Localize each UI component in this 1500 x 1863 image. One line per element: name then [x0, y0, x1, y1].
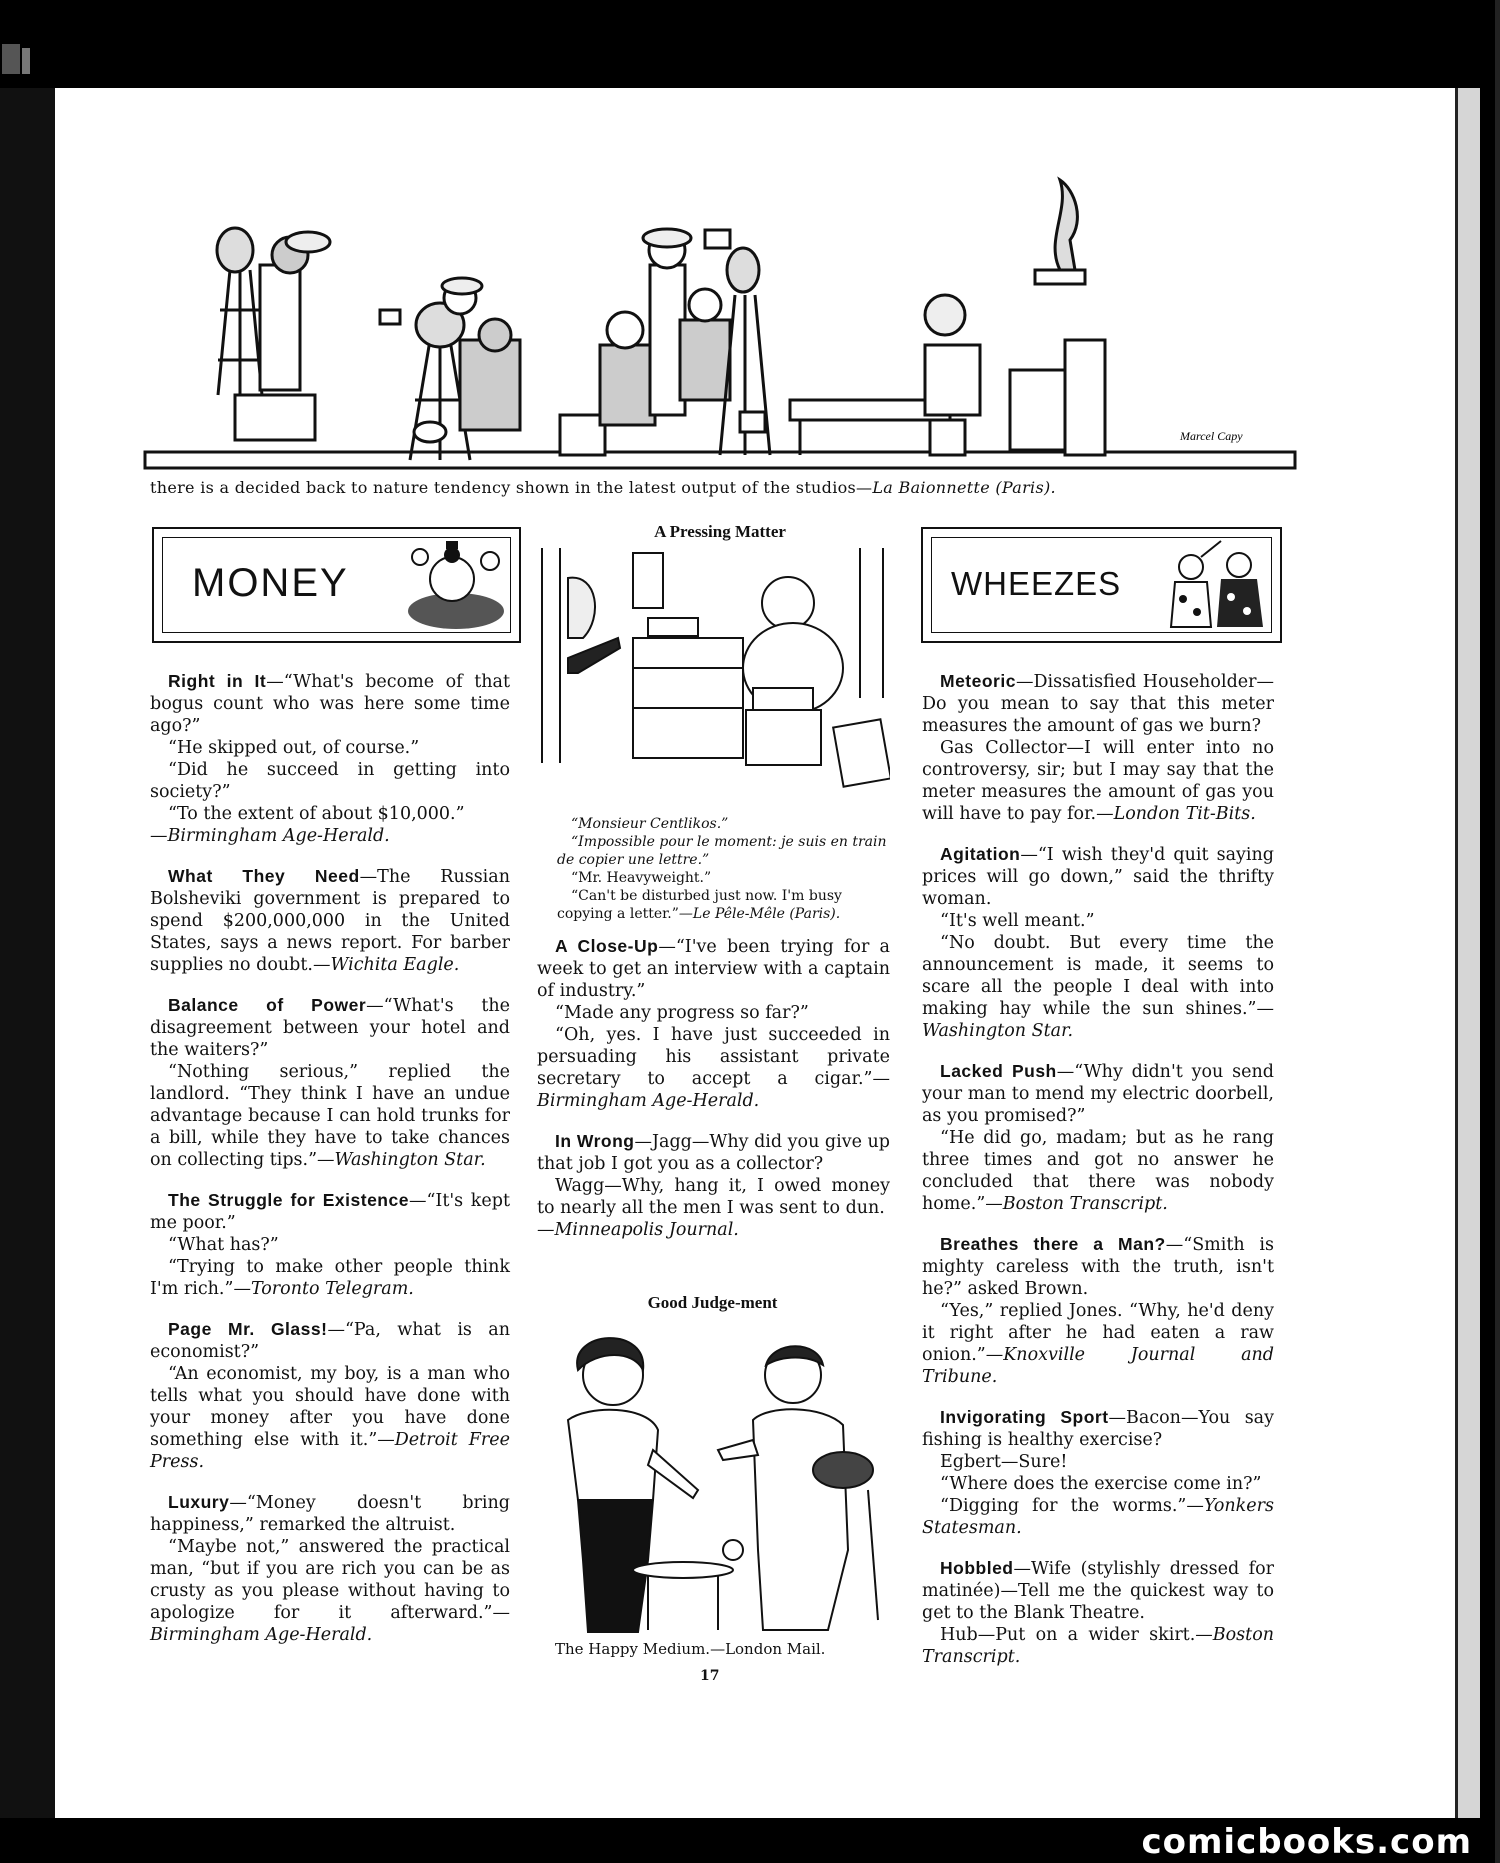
joke-text: “It's well meant.” — [940, 911, 1095, 931]
joke-source: —Birmingham Age-Herald. — [150, 826, 390, 846]
joke-source: —Yonkers Statesman. — [922, 1496, 1274, 1538]
top-caption-source: La Baionnette (Paris). — [872, 478, 1056, 497]
joke-lead: Meteoric — [940, 671, 1016, 691]
joke-source: —Birmingham Age-Herald. — [537, 1069, 890, 1111]
joke-text: “To the extent of about $10,000.” — [168, 804, 465, 824]
joke-text: “An economist, my boy, is a man who tells what you should have done with your money after you have done something else with it.” — [150, 1364, 510, 1450]
money-header: MONEY — [192, 561, 349, 605]
joke-balance-of-power — [150, 994, 510, 1171]
site-watermark: comicbooks.com — [1141, 1822, 1472, 1862]
joke-lead: Right in It — [168, 671, 267, 691]
joke-text: “He skipped out, of course.” — [168, 738, 420, 758]
joke-lead: Luxury — [168, 1492, 230, 1512]
joke-text: “Trying to make other people think I'm rich.” — [150, 1257, 510, 1299]
joke-what-they-need — [150, 865, 510, 976]
joke-struggle-for-existence — [150, 1189, 510, 1300]
scan-corner-mark — [0, 40, 40, 80]
joke-close-up — [537, 935, 890, 1112]
joke-source: —Washington Star. — [317, 1150, 486, 1170]
pressing-matter-caption — [557, 815, 890, 923]
joke-source: —Boston Transcript. — [922, 1625, 1274, 1667]
joke-text: —“Smith is mighty careless with the truth, isn't he?” asked Brown. — [922, 1235, 1274, 1299]
wheezes-column — [922, 670, 1274, 1686]
joke-text: “What has?” — [168, 1235, 279, 1255]
joke-page-mr-glass — [150, 1318, 510, 1473]
joke-text: —“Pa, what is an economist?” — [150, 1320, 510, 1362]
joke-text: —“Why didn't you send your man to mend my electric doorbell, as you promised?” — [922, 1062, 1274, 1126]
joke-lead: Invigorating Sport — [940, 1407, 1109, 1427]
artist-signature: Marcel Capy — [1180, 429, 1243, 443]
joke-luxury — [150, 1491, 510, 1646]
joke-source: —Knoxville Journal and Tribune. — [922, 1345, 1274, 1387]
joke-text: Gas Collector—I will enter into no controversy, sir; but I may say that the meter measures the amount of gas you will have to pay for. — [922, 738, 1274, 824]
good-judgement-caption: The Happy Medium.—London Mail. — [555, 1640, 826, 1658]
caption-english-line: “Mr. Heavyweight.” — [571, 870, 712, 886]
caption-english-line: “Can't be disturbed just now. I'm busy copying a letter.” — [557, 888, 842, 922]
wheezes-header-box — [921, 527, 1282, 643]
joke-text: —Jagg—Why did you give up that job I got you as a collector? — [537, 1132, 890, 1174]
clowns-icon — [1161, 537, 1271, 633]
scan-frame-edge — [1495, 0, 1500, 1863]
joke-source: —Boston Transcript. — [985, 1194, 1168, 1214]
studio-sculptors-illustration — [140, 170, 1300, 470]
joke-lead: In Wrong — [555, 1131, 635, 1151]
joke-text: —“What's become of that bogus count who was here some time ago?” — [150, 672, 510, 736]
joke-meteoric — [922, 670, 1274, 825]
wheezes-header: WHEEZES — [951, 565, 1122, 602]
joke-text: “Did he succeed in getting into society?” — [150, 760, 510, 802]
joke-text: “He did go, madam; but as he rang three times and got no answer he concluded that there was nobody home.” — [922, 1128, 1274, 1214]
top-illustration-caption — [150, 478, 1300, 497]
page-edge-right — [1455, 88, 1480, 1818]
joke-invigorating-sport — [922, 1406, 1274, 1539]
joke-lead: Agitation — [940, 844, 1021, 864]
joke-text: —Bacon—You say fishing is healthy exercise? — [922, 1408, 1274, 1450]
joke-text: “Yes,” replied Jones. “Why, he'd deny it right after he had eaten a raw onion.” — [922, 1301, 1274, 1365]
joke-lead: What They Need — [168, 866, 360, 886]
pressing-matter-cartoon — [538, 548, 890, 810]
joke-text: “No doubt. But every time the announcement is made, it seems to scare all the people I deal with into making hay while the sun shines.” — [922, 933, 1274, 1019]
joke-text: Egbert—Sure! — [940, 1452, 1068, 1472]
money-column — [150, 670, 510, 1664]
joke-in-wrong — [537, 1130, 890, 1241]
joke-text: Hub—Put on a wider skirt. — [940, 1625, 1196, 1645]
joke-hobbled — [922, 1557, 1274, 1668]
joke-lead: Breathes there a Man? — [940, 1234, 1166, 1254]
joke-text: —Dissatisfied Householder—Do you mean to say that this meter measures the amount of gas we burn? — [922, 672, 1274, 736]
joke-text: “Nothing serious,” replied the landlord. “They think I have an undue advantage because I can hold trunks for a bill, while they have to take chances on collecting tips.” — [150, 1062, 510, 1170]
joke-breathes-there-a-man — [922, 1233, 1274, 1388]
joke-text: —“What's the disagreement between your hotel and the waiters?” — [150, 996, 510, 1060]
joke-lead: Page Mr. Glass! — [168, 1319, 328, 1339]
joke-text: —“I wish they'd quit saying prices will go down,” said the thrifty woman. — [922, 845, 1274, 909]
money-header-box — [152, 527, 521, 643]
joke-text: —Wife (stylishly dressed for matinée)—Tell me the quickest way to get to the Blank Theatre. — [922, 1559, 1274, 1623]
joke-text: —The Russian Bolsheviki government is prepared to spend $200,000,000 in the United States, says a news report. For barber supplies no doubt. — [150, 867, 510, 975]
joke-text: Wagg—Why, hang it, I owed money to nearly all the men I was sent to dun. — [537, 1176, 890, 1218]
joke-text: “Digging for the worms.” — [940, 1496, 1187, 1516]
money-bag-man-icon — [402, 539, 510, 631]
joke-source: —Birmingham Age-Herald. — [150, 1603, 510, 1645]
page-number: 17 — [700, 1668, 720, 1684]
joke-text: —“It's kept me poor.” — [150, 1191, 510, 1233]
joke-source: —Wichita Eagle. — [312, 955, 460, 975]
joke-source: —Detroit Free Press. — [150, 1430, 510, 1472]
joke-lead: A Close-Up — [555, 936, 659, 956]
middle-column — [537, 935, 890, 1259]
joke-text: “Where does the exercise come in?” — [940, 1474, 1262, 1494]
caption-french-line: “Impossible pour le moment: je suis en train de copier une lettre.” — [557, 834, 887, 868]
top-caption-text: there is a decided back to nature tendency shown in the latest output of the studios— — [150, 478, 873, 497]
joke-source: —London Tit-Bits. — [1096, 804, 1256, 824]
joke-source: —Minneapolis Journal. — [537, 1220, 739, 1240]
joke-lead: Hobbled — [940, 1558, 1014, 1578]
joke-text: —“I've been trying for a week to get an interview with a captain of industry.” — [537, 937, 890, 1001]
joke-text: “Maybe not,” answered the practical man, “but if you are rich you can be as crusty as you please without having to apologize for it afterward.” — [150, 1537, 510, 1623]
joke-right-in-it — [150, 670, 510, 847]
joke-text: “Oh, yes. I have just succeeded in persuading his assistant private secretary to accept a cigar.” — [537, 1025, 890, 1089]
caption-french-line: “Monsieur Centlikos.” — [571, 816, 729, 832]
caption-source: —Le Pêle-Mêle (Paris). — [678, 906, 841, 922]
pressing-matter-title: A Pressing Matter — [654, 522, 786, 541]
joke-text: —“Money doesn't bring happiness,” remarked the altruist. — [150, 1493, 510, 1535]
joke-source: —Washington Star. — [922, 999, 1274, 1041]
joke-source: —Toronto Telegram. — [233, 1279, 414, 1299]
joke-lacked-push — [922, 1060, 1274, 1215]
joke-text: “Made any progress so far?” — [555, 1003, 809, 1023]
joke-lead: Lacked Push — [940, 1061, 1057, 1081]
good-judgement-cartoon — [538, 1320, 890, 1635]
joke-lead: The Struggle for Existence — [168, 1190, 409, 1210]
page-gutter-left — [0, 88, 55, 1818]
joke-lead: Balance of Power — [168, 995, 367, 1015]
good-judgement-title: Good Judge-ment — [647, 1293, 778, 1312]
joke-agitation — [922, 843, 1274, 1042]
